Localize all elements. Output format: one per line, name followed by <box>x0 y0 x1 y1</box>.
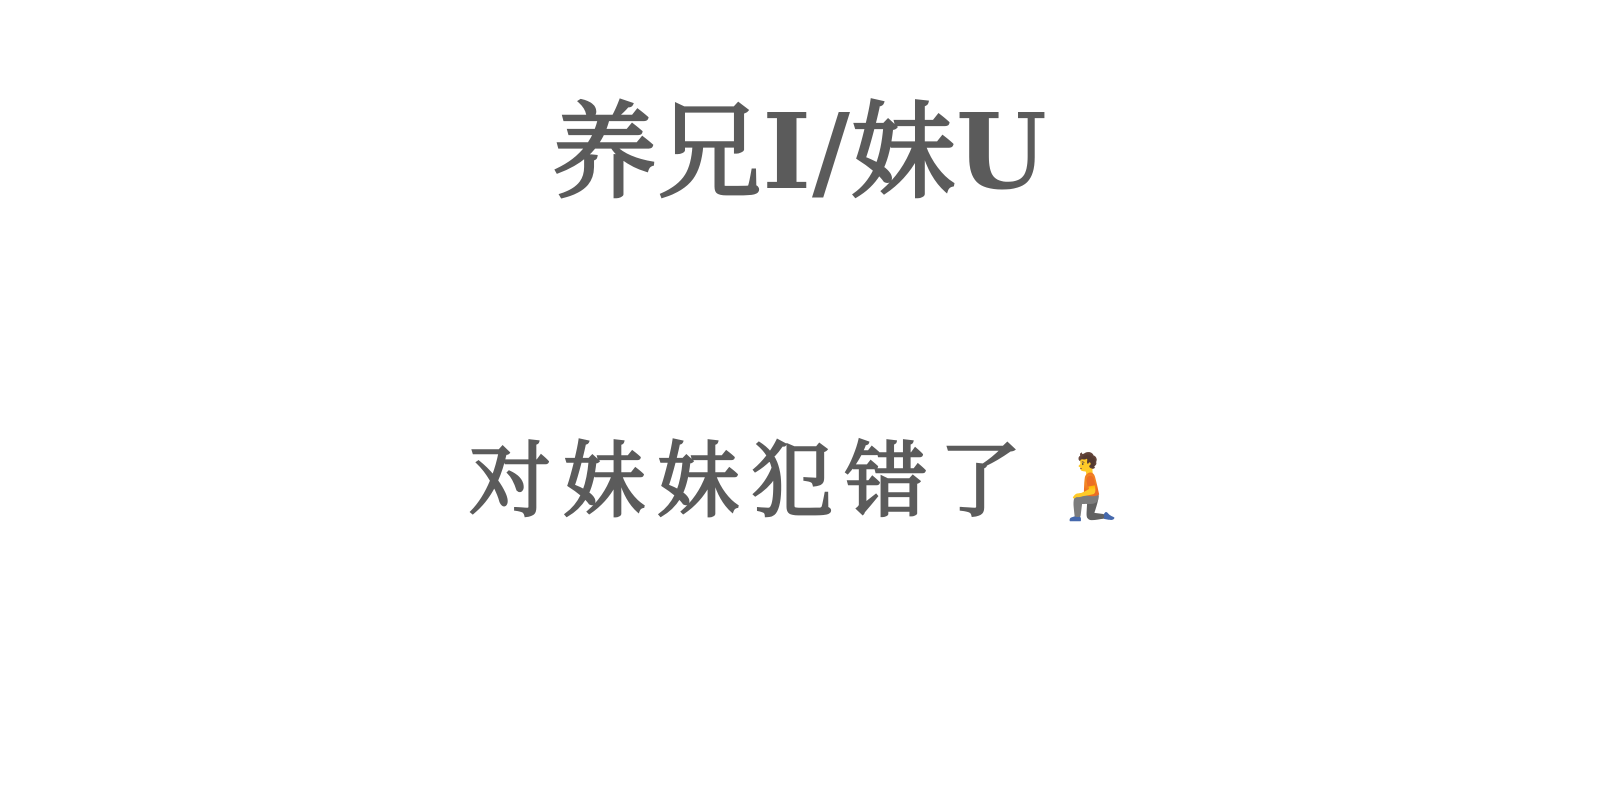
subtitle <box>0 432 1600 537</box>
kneeling-person-icon: 🧎 <box>1051 449 1131 524</box>
page-title: 养兄I/妹U <box>552 90 1048 213</box>
subtitle-text: 对妹妹犯错了 <box>469 434 1034 529</box>
